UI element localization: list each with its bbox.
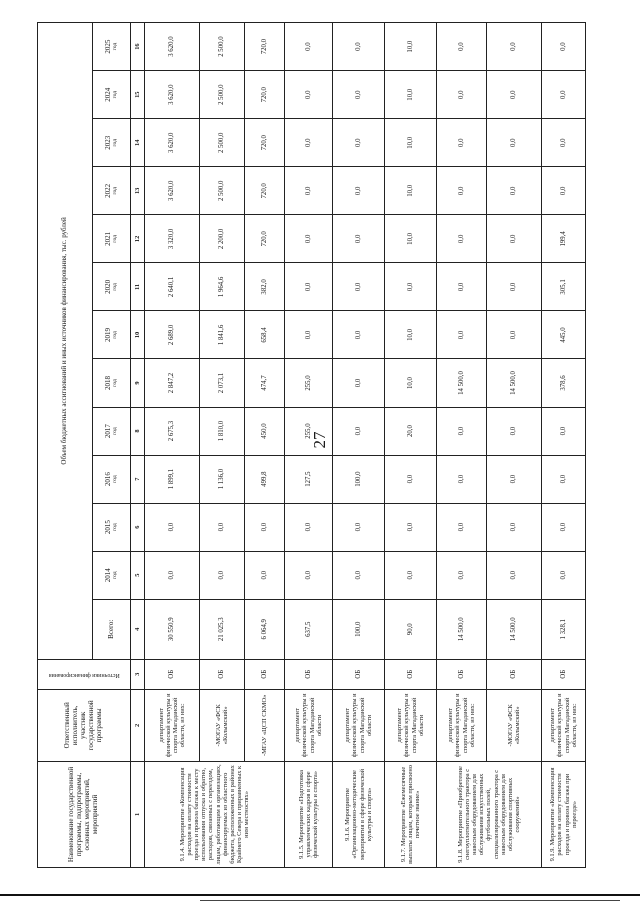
header-year	[93, 407, 131, 455]
value-cell: 0,0	[333, 23, 385, 71]
value-cell: 0,0	[285, 167, 333, 215]
value-cell: 0,0	[542, 167, 586, 215]
column-index: 11	[131, 263, 145, 311]
value-cell: 0,0	[385, 551, 437, 599]
header-year	[93, 167, 131, 215]
value-cell: 255,0	[285, 407, 333, 455]
value-cell: 720,0	[245, 23, 285, 71]
year-word: год	[112, 523, 119, 531]
value-cell: 255,0	[285, 359, 333, 407]
value-cell: 0,0	[487, 263, 542, 311]
column-index: 7	[131, 455, 145, 503]
value-cell: 0,0	[385, 503, 437, 551]
value-cell: 0,0	[487, 215, 542, 263]
value-cell: 0,0	[542, 551, 586, 599]
executor-cell: -МОГАУ «ФСК «Колымский»	[200, 689, 245, 761]
page-number: 27	[310, 431, 329, 449]
value-cell: 10,0	[385, 215, 437, 263]
header-funding-group: Объем бюджетных ассигнований и иных источников финансирования, тыс. рублей	[38, 23, 93, 660]
value-cell: 20,0	[385, 407, 437, 455]
value-cell: 14 500,0	[437, 359, 487, 407]
value-cell: 658,4	[245, 311, 285, 359]
value-cell: 1 964,6	[200, 263, 245, 311]
header-year	[93, 71, 131, 119]
value-cell: 0,0	[542, 407, 586, 455]
value-cell: 0,0	[245, 551, 285, 599]
column-index: 12	[131, 215, 145, 263]
value-cell: 720,0	[245, 215, 285, 263]
value-cell: 378,6	[542, 359, 586, 407]
header-total: Всего:	[93, 599, 131, 659]
value-cell: 0,0	[437, 311, 487, 359]
executor-cell: департамент физической культуры и спорта Магаданской области, из них:	[542, 689, 586, 761]
value-cell: 0,0	[487, 551, 542, 599]
source-cell: ОБ	[385, 659, 437, 689]
value-cell: 0,0	[285, 215, 333, 263]
value-cell: 0,0	[200, 503, 245, 551]
header-year	[93, 503, 131, 551]
source-cell: ОБ	[145, 659, 200, 689]
column-index: 6	[131, 503, 145, 551]
value-cell: 0,0	[200, 551, 245, 599]
value-cell: 720,0	[245, 167, 285, 215]
value-cell: 2 689,0	[145, 311, 200, 359]
value-cell: 10,0	[385, 311, 437, 359]
source-cell: ОБ	[542, 659, 586, 689]
year-label: 2021	[103, 231, 112, 246]
column-index: 15	[131, 71, 145, 119]
year-word: год	[112, 235, 119, 243]
header-year	[93, 551, 131, 599]
column-index: 1	[131, 761, 145, 867]
value-cell: 0,0	[285, 23, 333, 71]
year-label: 2020	[103, 279, 112, 294]
value-cell: 305,1	[542, 263, 586, 311]
value-cell: 0,0	[285, 71, 333, 119]
value-cell: 3 620,0	[145, 119, 200, 167]
value-cell: 720,0	[245, 119, 285, 167]
total-cell: 6 064,9	[245, 599, 285, 659]
table-row	[200, 23, 245, 868]
event-name: 9.1.4. Мероприятие «Компенсация расходов на оплату стоимости проезда и провоза багажа к месту использования отпуска и обратно, расходов, связанных с переездом, лицам, работающим в организациях, финансируемых из областного бюджета, расположенных в районах Крайнего Севера и приравненных к ним местностях»	[145, 761, 285, 867]
value-cell: 0,0	[333, 359, 385, 407]
value-cell: 0,0	[487, 311, 542, 359]
year-word: год	[112, 427, 119, 435]
value-cell: 0,0	[145, 503, 200, 551]
value-cell: 0,0	[542, 23, 586, 71]
header-year	[93, 215, 131, 263]
table-row	[285, 23, 333, 868]
executor-cell: -МОГАУ «ФСК «Колымский»	[487, 689, 542, 761]
year-word: год	[112, 571, 119, 580]
value-cell: 10,0	[385, 359, 437, 407]
value-cell: 2 500,0	[200, 23, 245, 71]
value-cell: 0,0	[333, 263, 385, 311]
value-cell: 0,0	[145, 551, 200, 599]
table-row	[437, 23, 487, 868]
year-label: 2024	[103, 87, 112, 102]
value-cell: 499,8	[245, 455, 285, 503]
column-index-row	[131, 23, 145, 868]
header-year	[93, 311, 131, 359]
event-name: 9.1.8. Мероприятие «Приобретение снегоуплотнительного трактора с навесным оборудованием для обслуживания искусственных футбольных полей, специализированного трактора с навесным оборудованием для обслуживания спортивных сооружений»	[437, 761, 542, 867]
value-cell: 2 675,3	[145, 407, 200, 455]
year-label: 2023	[103, 135, 112, 150]
value-cell: 3 320,0	[145, 215, 200, 263]
year-word: год	[112, 90, 119, 99]
value-cell: 0,0	[333, 551, 385, 599]
value-cell: 2 640,1	[145, 263, 200, 311]
value-cell: 10,0	[385, 119, 437, 167]
table-area	[37, 22, 581, 868]
value-cell: 100,0	[333, 455, 385, 503]
executor-cell: департамент физической культуры и спорта Магаданской области, из них:	[437, 689, 487, 761]
value-cell: 1 899,1	[145, 455, 200, 503]
value-cell: 0,0	[437, 215, 487, 263]
value-cell: 0,0	[437, 503, 487, 551]
value-cell: 0,0	[437, 71, 487, 119]
value-cell: 3 620,0	[145, 71, 200, 119]
executor-cell: -МГАУ «ЦСП СКМО»	[245, 689, 285, 761]
value-cell: 0,0	[333, 119, 385, 167]
value-cell: 0,0	[285, 503, 333, 551]
column-index: 8	[131, 407, 145, 455]
bottom-rule	[0, 894, 640, 896]
value-cell: 10,0	[385, 167, 437, 215]
year-label: 2019	[103, 327, 112, 342]
value-cell: 2 847,2	[145, 359, 200, 407]
value-cell: 0,0	[487, 407, 542, 455]
column-index: 2	[131, 689, 145, 761]
year-word: год	[112, 42, 119, 51]
value-cell: 10,0	[385, 23, 437, 71]
total-cell: 100,0	[333, 599, 385, 659]
header-source	[38, 659, 131, 689]
year-word: год	[112, 138, 119, 147]
value-cell: 0,0	[245, 503, 285, 551]
event-name: 9.1.7. Мероприятие «Ежемесячные выплаты лицам, которым присвоено почетное звание»	[385, 761, 437, 867]
value-cell: 0,0	[437, 263, 487, 311]
source-cell: ОБ	[437, 659, 487, 689]
header-year	[93, 119, 131, 167]
total-cell: 14 500,0	[437, 599, 487, 659]
value-cell: 0,0	[487, 71, 542, 119]
value-cell: 0,0	[385, 455, 437, 503]
header-source-text: Источники финансирования	[48, 671, 120, 678]
value-cell: 0,0	[437, 23, 487, 71]
source-cell: ОБ	[245, 659, 285, 689]
column-index: 5	[131, 551, 145, 599]
value-cell: 0,0	[333, 71, 385, 119]
value-cell: 450,0	[245, 407, 285, 455]
value-cell: 1 810,0	[200, 407, 245, 455]
year-word: год	[112, 475, 119, 483]
value-cell: 14 500,0	[487, 359, 542, 407]
value-cell: 1 136,0	[200, 455, 245, 503]
table-row	[487, 23, 542, 868]
value-cell: 0,0	[437, 119, 487, 167]
value-cell: 0,0	[487, 119, 542, 167]
table-row	[333, 23, 385, 868]
value-cell: 1 841,6	[200, 311, 245, 359]
value-cell: 0,0	[285, 119, 333, 167]
value-cell: 0,0	[487, 455, 542, 503]
year-label: 2014	[103, 568, 112, 583]
total-cell: 90,0	[385, 599, 437, 659]
table-row	[385, 23, 437, 868]
header-year	[93, 263, 131, 311]
value-cell: 0,0	[333, 215, 385, 263]
value-cell: 0,0	[487, 503, 542, 551]
executor-cell: департамент физической культуры и спорта Магаданской области, из них:	[145, 689, 200, 761]
column-index: 10	[131, 311, 145, 359]
source-cell: ОБ	[333, 659, 385, 689]
value-cell: 0,0	[285, 551, 333, 599]
value-cell: 0,0	[333, 407, 385, 455]
value-cell: 2 073,1	[200, 359, 245, 407]
budget-table	[37, 22, 586, 868]
source-cell: ОБ	[200, 659, 245, 689]
value-cell: 2 500,0	[200, 167, 245, 215]
value-cell: 0,0	[385, 263, 437, 311]
value-cell: 0,0	[487, 23, 542, 71]
value-cell: 3 620,0	[145, 23, 200, 71]
value-cell: 0,0	[437, 455, 487, 503]
value-cell: 0,0	[542, 119, 586, 167]
value-cell: 0,0	[285, 311, 333, 359]
column-index: 3	[131, 659, 145, 689]
column-index: 13	[131, 167, 145, 215]
bottom-rule-thin	[200, 900, 620, 901]
value-cell: 0,0	[542, 455, 586, 503]
year-label: 2022	[103, 183, 112, 198]
table-row	[542, 23, 586, 868]
total-cell: 21 025,3	[200, 599, 245, 659]
year-label: 2025	[103, 39, 112, 54]
value-cell: 474,7	[245, 359, 285, 407]
value-cell: 0,0	[437, 551, 487, 599]
event-name: 9.1.5. Мероприятие «Подготовка управленческих кадров в сфере физической культуры и спорта»	[285, 761, 333, 867]
value-cell: 0,0	[285, 263, 333, 311]
value-cell: 382,0	[245, 263, 285, 311]
total-cell: 1 328,1	[542, 599, 586, 659]
source-cell: ОБ	[285, 659, 333, 689]
executor-cell: департамент физической культуры и спорта Магаданской области	[333, 689, 385, 761]
value-cell: 2 500,0	[200, 119, 245, 167]
table-row	[245, 23, 285, 868]
year-word: год	[112, 283, 119, 291]
header-name: Наименование государственной программы, подпрограммы, основных мероприятий, мероприятий	[38, 761, 131, 867]
value-cell: 0,0	[487, 167, 542, 215]
value-cell: 0,0	[542, 71, 586, 119]
header-year	[93, 359, 131, 407]
year-word: год	[112, 331, 119, 339]
value-cell: 3 620,0	[145, 167, 200, 215]
column-index: 14	[131, 119, 145, 167]
year-label: 2018	[103, 376, 112, 391]
rotated-table-container	[37, 22, 581, 868]
value-cell: 2 500,0	[200, 71, 245, 119]
source-cell: ОБ	[487, 659, 542, 689]
total-cell: 14 500,0	[487, 599, 542, 659]
year-word: год	[112, 379, 119, 387]
year-label: 2016	[103, 472, 112, 487]
header-year	[93, 23, 131, 71]
executor-cell: департамент физической культуры и спорта Магаданской области	[285, 689, 333, 761]
year-label: 2015	[103, 520, 112, 535]
table-row	[145, 23, 200, 868]
value-cell: 0,0	[542, 503, 586, 551]
event-name: 9.1.9. Мероприятие «Компенсация расходов на оплату стоимости проезда и провоза багажа при переезде»	[542, 761, 586, 867]
value-cell: 0,0	[333, 503, 385, 551]
value-cell: 0,0	[437, 167, 487, 215]
year-word: год	[112, 187, 119, 195]
value-cell: 2 200,0	[200, 215, 245, 263]
value-cell: 127,5	[285, 455, 333, 503]
total-cell: 30 550,9	[145, 599, 200, 659]
event-name: 9.1.6. Мероприятие «Организационно-методические мероприятия в сфере физической культуры и спорта»	[333, 761, 385, 867]
value-cell: 720,0	[245, 71, 285, 119]
total-cell: 637,5	[285, 599, 333, 659]
value-cell: 10,0	[385, 71, 437, 119]
executor-cell: департамент физической культуры и спорта Магаданской области	[385, 689, 437, 761]
value-cell: 0,0	[333, 311, 385, 359]
value-cell: 0,0	[333, 167, 385, 215]
value-cell: 445,0	[542, 311, 586, 359]
value-cell: 199,4	[542, 215, 586, 263]
column-index: 9	[131, 359, 145, 407]
header-year	[93, 455, 131, 503]
header-executor: Ответственный исполнитель, участник государственной программы	[38, 689, 131, 761]
value-cell: 0,0	[437, 407, 487, 455]
column-index: 4	[131, 599, 145, 659]
column-index: 16	[131, 23, 145, 71]
year-label: 2017	[103, 424, 112, 439]
